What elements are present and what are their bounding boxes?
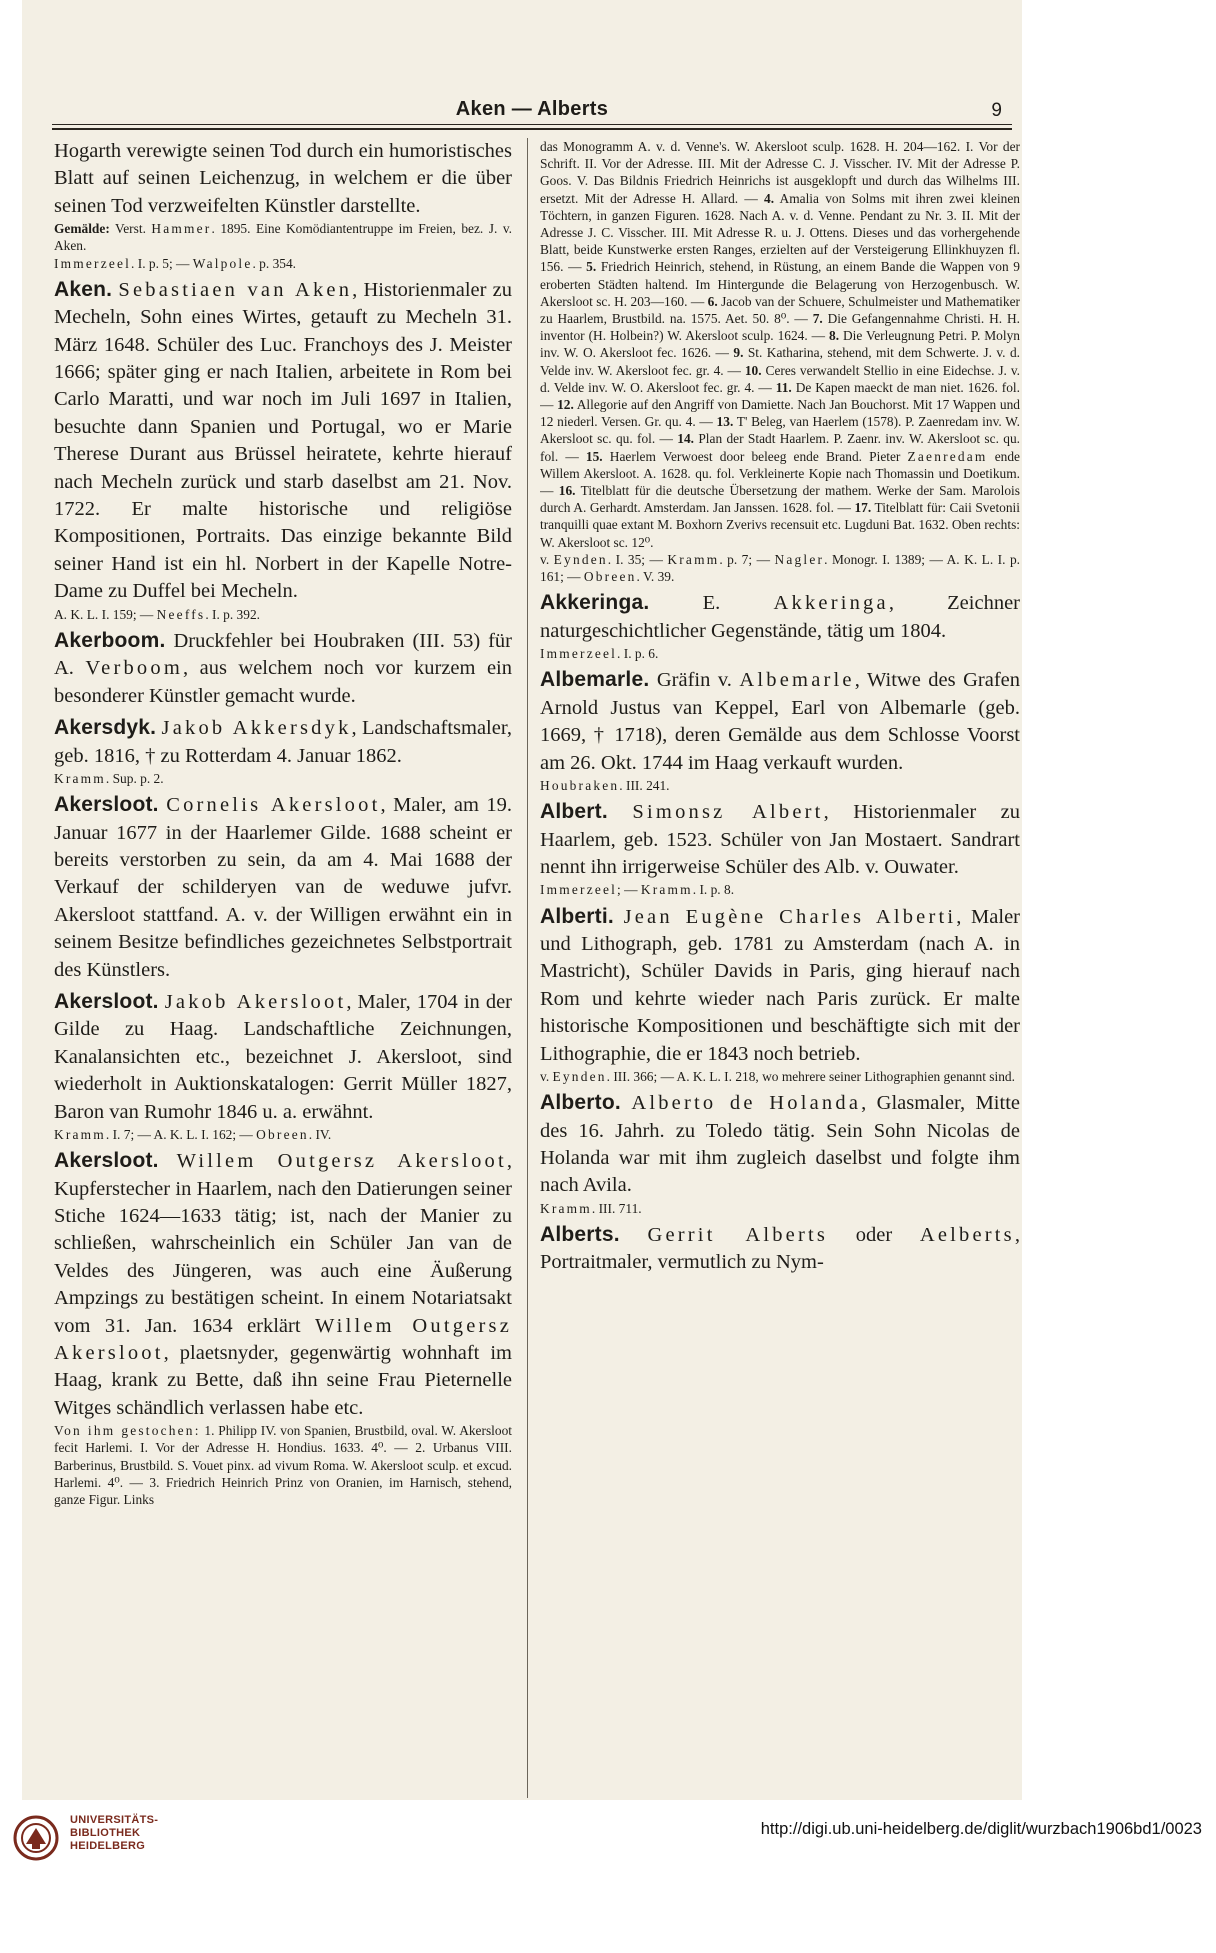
reference-note <box>54 606 512 623</box>
text-run: . Sup. p. 2. <box>105 770 164 786</box>
text-run: 10. <box>744 362 762 378</box>
text-run: 4. <box>764 190 775 206</box>
text-run: Die Gefangennahme Christi. H. H. inventor (H. Holbein?) W. Akersloot sculp. 1624. — <box>540 311 1020 344</box>
text-run: Gräfin v. <box>649 669 740 692</box>
text-run: E. <box>649 592 774 615</box>
library-logo[interactable] <box>12 1810 232 1866</box>
entry-paragraph <box>54 988 512 1126</box>
text-run: Neeffs <box>156 606 206 622</box>
text-run: . 1895. Eine Komödiantentruppe im Freien, bez. J. v. Aken. <box>54 221 512 254</box>
reference-note <box>540 138 1020 551</box>
text-run: . p. 354. <box>252 255 297 271</box>
text-run: . IV. <box>308 1127 332 1143</box>
text-run: Obreen <box>256 1127 309 1143</box>
reference-note <box>540 1068 1020 1085</box>
reference-note <box>54 1126 512 1143</box>
entry-paragraph <box>54 138 512 220</box>
text-run: Eynden <box>553 551 608 567</box>
text-run: Ceres verwandelt Stellio in eine Eidechse. J. v. d. Velde inv. W. O. Akersloot fec. gr. 4. — <box>540 362 1020 395</box>
text-run: Verst. <box>109 221 152 237</box>
text-run: Willem Outgersz Akersloot <box>176 1150 507 1173</box>
entry-headword: Akersloot. <box>54 1149 159 1173</box>
entry-headword: Albert. <box>540 800 608 824</box>
text-run: . I. p. 392. <box>205 606 260 622</box>
entry-headword: Alberti. <box>540 904 614 928</box>
text-run: . I. p. 6. <box>617 646 659 662</box>
text-run: T' Beleg, van Haerlem (1578). P. Zaenredam inv. W. Akersloot sc. qu. fol. — <box>540 414 1020 447</box>
text-run: Kramm <box>54 770 106 786</box>
text-run: ; — <box>617 882 641 898</box>
text-run: , aus welchem noch vor kurzem ein besonderer Künstler gemacht wurde. <box>54 657 512 707</box>
text-run: , Kupferstecher in Haarlem, nach den Datierungen seiner Stiche 1624—1633 tätig; ist, nach der Manier zu schließen, wahrscheinlich ein Schüler Jan van de Veldes des Jüngeren, was auch eine Äußerung Ampzings zu bestätigen scheint. In einem Notariatsakt vom 31. Jan. 1634 erklärt <box>54 1150 512 1337</box>
text-run: . I. p. 5; — <box>131 255 193 271</box>
text-run: St. Katharina, stehend, mit dem Schwerte. J. v. d. Velde inv. W. Akersloot fec. gr. 4. — <box>540 345 1020 378</box>
text-run: 9. <box>733 345 744 361</box>
entry-headword: Akersdyk. <box>54 716 157 740</box>
text-run: Kramm <box>640 882 693 898</box>
entry-paragraph <box>54 714 512 770</box>
text-run: 14. <box>677 431 695 447</box>
text-run <box>621 1092 631 1114</box>
text-run: Eynden <box>552 1068 607 1084</box>
right-column <box>540 138 1020 1798</box>
reference-note <box>540 881 1020 898</box>
text-run: Plan der Stadt Haarlem. P. Zaenr. inv. W. Akersloot sc. qu. fol. — <box>540 431 1020 464</box>
text-run: Die Verleugnung Petri. P. Molyn inv. W. O. Akersloot fec. 1626. — <box>540 328 1020 361</box>
text-run: Immerzeel <box>540 646 618 662</box>
text-run: Hogarth verewigte seinen Tod durch ein humoristisches Blatt auf seinen Leichenzug, in welchem er die über seinen Tod verzweifelten Künstler darstellte. <box>54 140 512 217</box>
entry-headword: Albemarle. <box>540 668 650 692</box>
text-run: oder <box>828 1224 920 1247</box>
text-run: 12. <box>557 397 574 413</box>
text-run: , Witwe des Grafen Arnold Justus van Keppel, Earl von Albemarle (geb. 1669, † 1718), deren Gemälde aus dem Schlosse Voorst am 26. Okt. 1744 im Haag verkauft wurden. <box>540 669 1020 774</box>
reference-note <box>54 255 512 272</box>
reference-note <box>540 777 1020 794</box>
entry-paragraph <box>540 1221 1020 1277</box>
text-run: , Maler, 1704 in der Gilde zu Haag. Landschaftliche Zeichnungen, Kanalansichten etc., bezeichnet J. Akersloot, sind wiederholt in Auktionskatalogen: Gerrit Müller 1827, Baron van Rumohr 1846 u. a. erwähnt. <box>54 990 512 1123</box>
text-run <box>614 906 624 928</box>
text-run: Titelblatt für die deutsche Übersetzung der mathem. Werke der Sam. Marolois durch A. Gerhardt. Amsterdam. Jan Janssen. 1628. fol. — <box>540 483 1020 516</box>
reference-note <box>540 1200 1020 1217</box>
text-run: . I. 35; — <box>607 551 668 567</box>
text-run: v. <box>540 551 554 567</box>
text-run: ende Willem Akersloot. A. 1628. qu. fol. Verkleinerte Kopie nach Thomassin und Doetikum. — <box>540 448 1020 499</box>
header-rule-thin <box>52 124 1012 125</box>
entry-paragraph <box>540 903 1020 1068</box>
entry-paragraph <box>540 1089 1020 1200</box>
text-run: , Historienmaler zu Haarlem, geb. 1523. Schüler von Jan Mostaert. Sandrart nennt ihn irrigerweise Schüler des Alb. v. Ouwater. <box>540 801 1020 878</box>
text-run: Nagler <box>774 551 825 567</box>
text-run: . Monogr. I. 1389; — A. K. L. I. p. 161; — <box>540 551 1020 585</box>
reference-note <box>54 770 512 787</box>
text-run: Zaenredam <box>907 448 988 464</box>
text-run: 8. <box>829 328 840 344</box>
text-run: Hammer <box>151 221 212 237</box>
text-run: Simonsz Albert <box>632 801 824 824</box>
text-run: Sebastiaen van Aken <box>118 278 353 301</box>
text-run: Von ihm gestochen: <box>54 1423 201 1439</box>
column-divider <box>527 138 528 1798</box>
text-run: Alberto de Holanda <box>631 1092 862 1115</box>
text-run: , Zeichner naturgeschichtlicher Gegenstände, tätig um 1804. <box>540 592 1020 642</box>
text-run: . V. 39. <box>636 569 675 585</box>
text-run: . I. p. 8. <box>692 882 735 898</box>
entry-headword: Akkeringa. <box>540 591 650 615</box>
text-run: Verboom <box>85 657 183 680</box>
text-run: Jacob van der Schuere, Schulmeister und Mathematiker zu Haarlem, Brustbild. na. 1575. Aet. 50. 8⁰. — <box>540 293 1020 327</box>
text-run: . III. 711. <box>591 1200 642 1216</box>
text-run: 17. <box>854 500 872 516</box>
entry-headword: Alberto. <box>540 1091 621 1115</box>
text-run <box>608 801 633 823</box>
reference-note <box>54 1422 512 1508</box>
entry-paragraph <box>540 798 1020 881</box>
entry-headword: Aken. <box>54 277 113 301</box>
entry-headword: Akerboom. <box>54 628 166 652</box>
text-run: , Portraitmaler, vermutlich zu Nym- <box>540 1224 1020 1274</box>
text-run: De Kapen maeckt de man niet. 1626. fol. — <box>540 379 1020 413</box>
text-run: Jean Eugène Charles Alberti <box>623 905 957 928</box>
text-run: Immerzeel <box>54 255 132 271</box>
university-seal-icon <box>12 1814 62 1862</box>
text-run: Cornelis Akersloot <box>166 794 381 817</box>
entry-headword: Akersloot. <box>54 793 159 817</box>
page-number: 9 <box>991 100 1002 121</box>
logo-line-1: UNIVERSITÄTS- <box>70 1814 159 1826</box>
text-run: Willem Outgersz Akersloot <box>54 1314 512 1365</box>
text-run: 5. <box>586 259 597 275</box>
entry-headword: Alberts. <box>540 1223 620 1247</box>
entry-paragraph <box>54 627 512 710</box>
text-run: Akkeringa <box>773 592 889 615</box>
text-run: Albemarle <box>739 669 855 692</box>
text-run: Gemälde: <box>54 221 110 237</box>
text-run: Amalia von Solms mit ihren zwei kleinen Töchtern, in ganzen Figuren. 1628. Nach A. v. d. Venne. Pendant zu Nr. 3. II. Mit der Adresse J. C. Visscher. III. Mit Adresse R. u. J. Ottens. Dieses und das vorhergehende Blatt, beide Kunstwerke ersten Ranges, erzielten auf der Versteigerung Ellinkhuyzen fl. 156. — <box>540 190 1020 275</box>
text-run: Kramm <box>540 1200 592 1216</box>
text-run: , Glasmaler, Mitte des 16. Jahrh. zu Toledo tätig. Sein Sohn Nicolas de Holanda war mit ihm zugleich daselbst und folgte ihm nach Avila. <box>540 1092 1020 1197</box>
text-run: Walpole <box>192 255 253 271</box>
entry-paragraph <box>540 666 1020 777</box>
left-column <box>54 138 512 1693</box>
text-run: Jakob Akkersdyk <box>161 717 352 740</box>
entry-paragraph <box>54 1147 512 1422</box>
logo-line-2: BIBLIOTHEK <box>70 1827 141 1839</box>
source-url[interactable]: http://digi.ub.uni-heidelberg.de/diglit/wurzbach1906bd1/0023 <box>760 1820 1202 1838</box>
text-run: 7. <box>812 311 823 327</box>
text-run: . III. 241. <box>619 777 670 793</box>
text-run: , Maler und Lithograph, geb. 1781 zu Amsterdam (nach A. in Mastricht), Schüler Davids in Paris, ging hierauf nach Rom und kehrte wieder nach Paris zurück. Er malte historische Kompositionen und beschäftigte sich mit der Lithographie, die er 1843 noch betrieb. <box>540 905 1020 1065</box>
text-run: Immerzeel <box>540 882 618 898</box>
text-run: . p. 7; — <box>719 551 775 567</box>
reference-note <box>540 551 1020 585</box>
text-run: . III. 366; — A. K. L. I. 218, wo mehrere seiner Lithographien genannt sind. <box>606 1068 1015 1084</box>
text-run: Gerrit Alberts <box>647 1224 829 1247</box>
header-title: Aken — Alberts <box>455 98 609 120</box>
text-run: A. K. L. I. 159; — <box>54 606 157 622</box>
text-run: Obreen <box>583 569 637 585</box>
text-run: 13. <box>716 414 734 430</box>
text-run: Druckfehler bei Houbraken (III. 53) für A. <box>54 629 512 680</box>
entry-paragraph <box>54 276 512 606</box>
header-rule-thick <box>52 128 1012 130</box>
text-run: das Monogramm A. v. d. Venne's. W. Akersloot sculp. 1628. H. 204—162. I. Vor der Schrift. II. Vor der Adresse. III. Mit der Adresse C. J. Visscher. IV. Mit der Adresse P. Goos. V. Das Bildnis Friedrich Heinrichs ist ausgeklopft und durch das Wilhelms III. ersetzt. Mit der Adresse H. Allard. — <box>540 139 1020 206</box>
text-run <box>620 1224 648 1246</box>
text-run: , Historienmaler zu Mecheln, Sohn eines Wirtes, getauft zu Mecheln 31. März 1648. Schüler des Luc. Franchoys des J. Meister 1666; später ging er nach Italien, arbeitete in Rom bei Carlo Maratti, und war noch im Juli 1697 in Italien, besuchte dann Spanien und Portugal, wo er Marie Therese Durant aus Brüssel heiratete, kehrte hierauf nach Mecheln zurück und starb daselbst am 21. Nov. 1722. Er malte historische und religiöse Kompositionen, Portraits. Das einzige bekannte Bild seiner Hand ist ein hl. Norbert in der Kapelle Notre-Dame zu Duffel bei Mecheln. <box>54 278 512 603</box>
text-run: Friedrich Heinrich, stehend, in Rüstung, an einem Bande die Wappen von 9 eroberten Städten haltend. Im Hintergunde die Belagerung von Herzogenbusch. W. Akersloot sc. H. 203—160. — <box>540 259 1020 309</box>
text-run: , Maler, am 19. Januar 1677 in der Haarlemer Gilde. 1688 scheint er bereits verstorben zu sein, da am 4. Mai 1688 der Verkauf der schilderyen van de weduwe jufvr. Akersloot stattfand. A. v. der Willigen erwähnt ein in seinem Besitze befindliches gezeichnetes Selbstportrait des Künstlers. <box>54 794 512 981</box>
text-run: 11. <box>775 379 792 395</box>
entry-paragraph <box>540 589 1020 645</box>
reference-note <box>540 645 1020 662</box>
text-run: . I. 7; — A. K. L. I. 162; — <box>105 1127 257 1143</box>
text-run: Kramm <box>54 1127 106 1143</box>
text-run: v. <box>540 1068 553 1084</box>
text-run: , plaetsnyder, gegenwärtig wohnhaft im Haag, krank zu Bette, daß ihn seine Frau Pieternelle Witges schändlich verlassen habe etc. <box>54 1342 512 1419</box>
text-run: 6. <box>707 293 718 309</box>
reference-note <box>54 220 512 254</box>
text-run: Titelblatt für: Caii Svetonii tranquilli quae extant M. Boxhorn Zverivs recensuit etc. Lugduni Bat. 1632. Oben rechts: W. Akersloot sc. 12⁰. <box>540 500 1020 550</box>
text-run: Aelberts <box>919 1224 1015 1247</box>
text-run: 16. <box>558 483 576 499</box>
logo-line-3: HEIDELBERG <box>70 1840 146 1852</box>
scanned-page <box>22 0 1022 1800</box>
text-run: , Landschaftsmaler, geb. 1816, † zu Rotterdam 4. Januar 1862. <box>54 717 512 767</box>
text-run <box>159 1150 177 1172</box>
text-run: Allegorie auf den Angriff von Damiette. Nach Jan Bouchorst. Mit 17 Wappen und 12 niederl. Versen. Gr. qu. 4. — <box>540 397 1020 430</box>
entry-paragraph <box>54 791 512 984</box>
entry-headword: Akersloot. <box>54 989 159 1013</box>
text-run: Houbraken <box>540 777 620 793</box>
text-run: Haerlem Verwoest door beleeg ende Brand. Pieter <box>602 448 908 464</box>
text-run: Kramm <box>667 551 720 567</box>
text-run: 15. <box>585 448 603 464</box>
text-run: Jakob Akersloot <box>164 990 347 1013</box>
text-run: 1. Philipp IV. von Spanien, Brustbild, oval. W. Akersloot fecit Harlemi. I. Vor der Adresse H. Hondius. 1633. 4⁰. — 2. Urbanus VIII. Barberinus, Brustbild. S. Vouet pinx. ad vivum Roma. W. Akersloot sculp. et excud. Harlemi. 4⁰. — 3. Friedrich Heinrich Prinz von Oranien, im Harnisch, stehend, ganze Figur. Links <box>54 1423 512 1508</box>
